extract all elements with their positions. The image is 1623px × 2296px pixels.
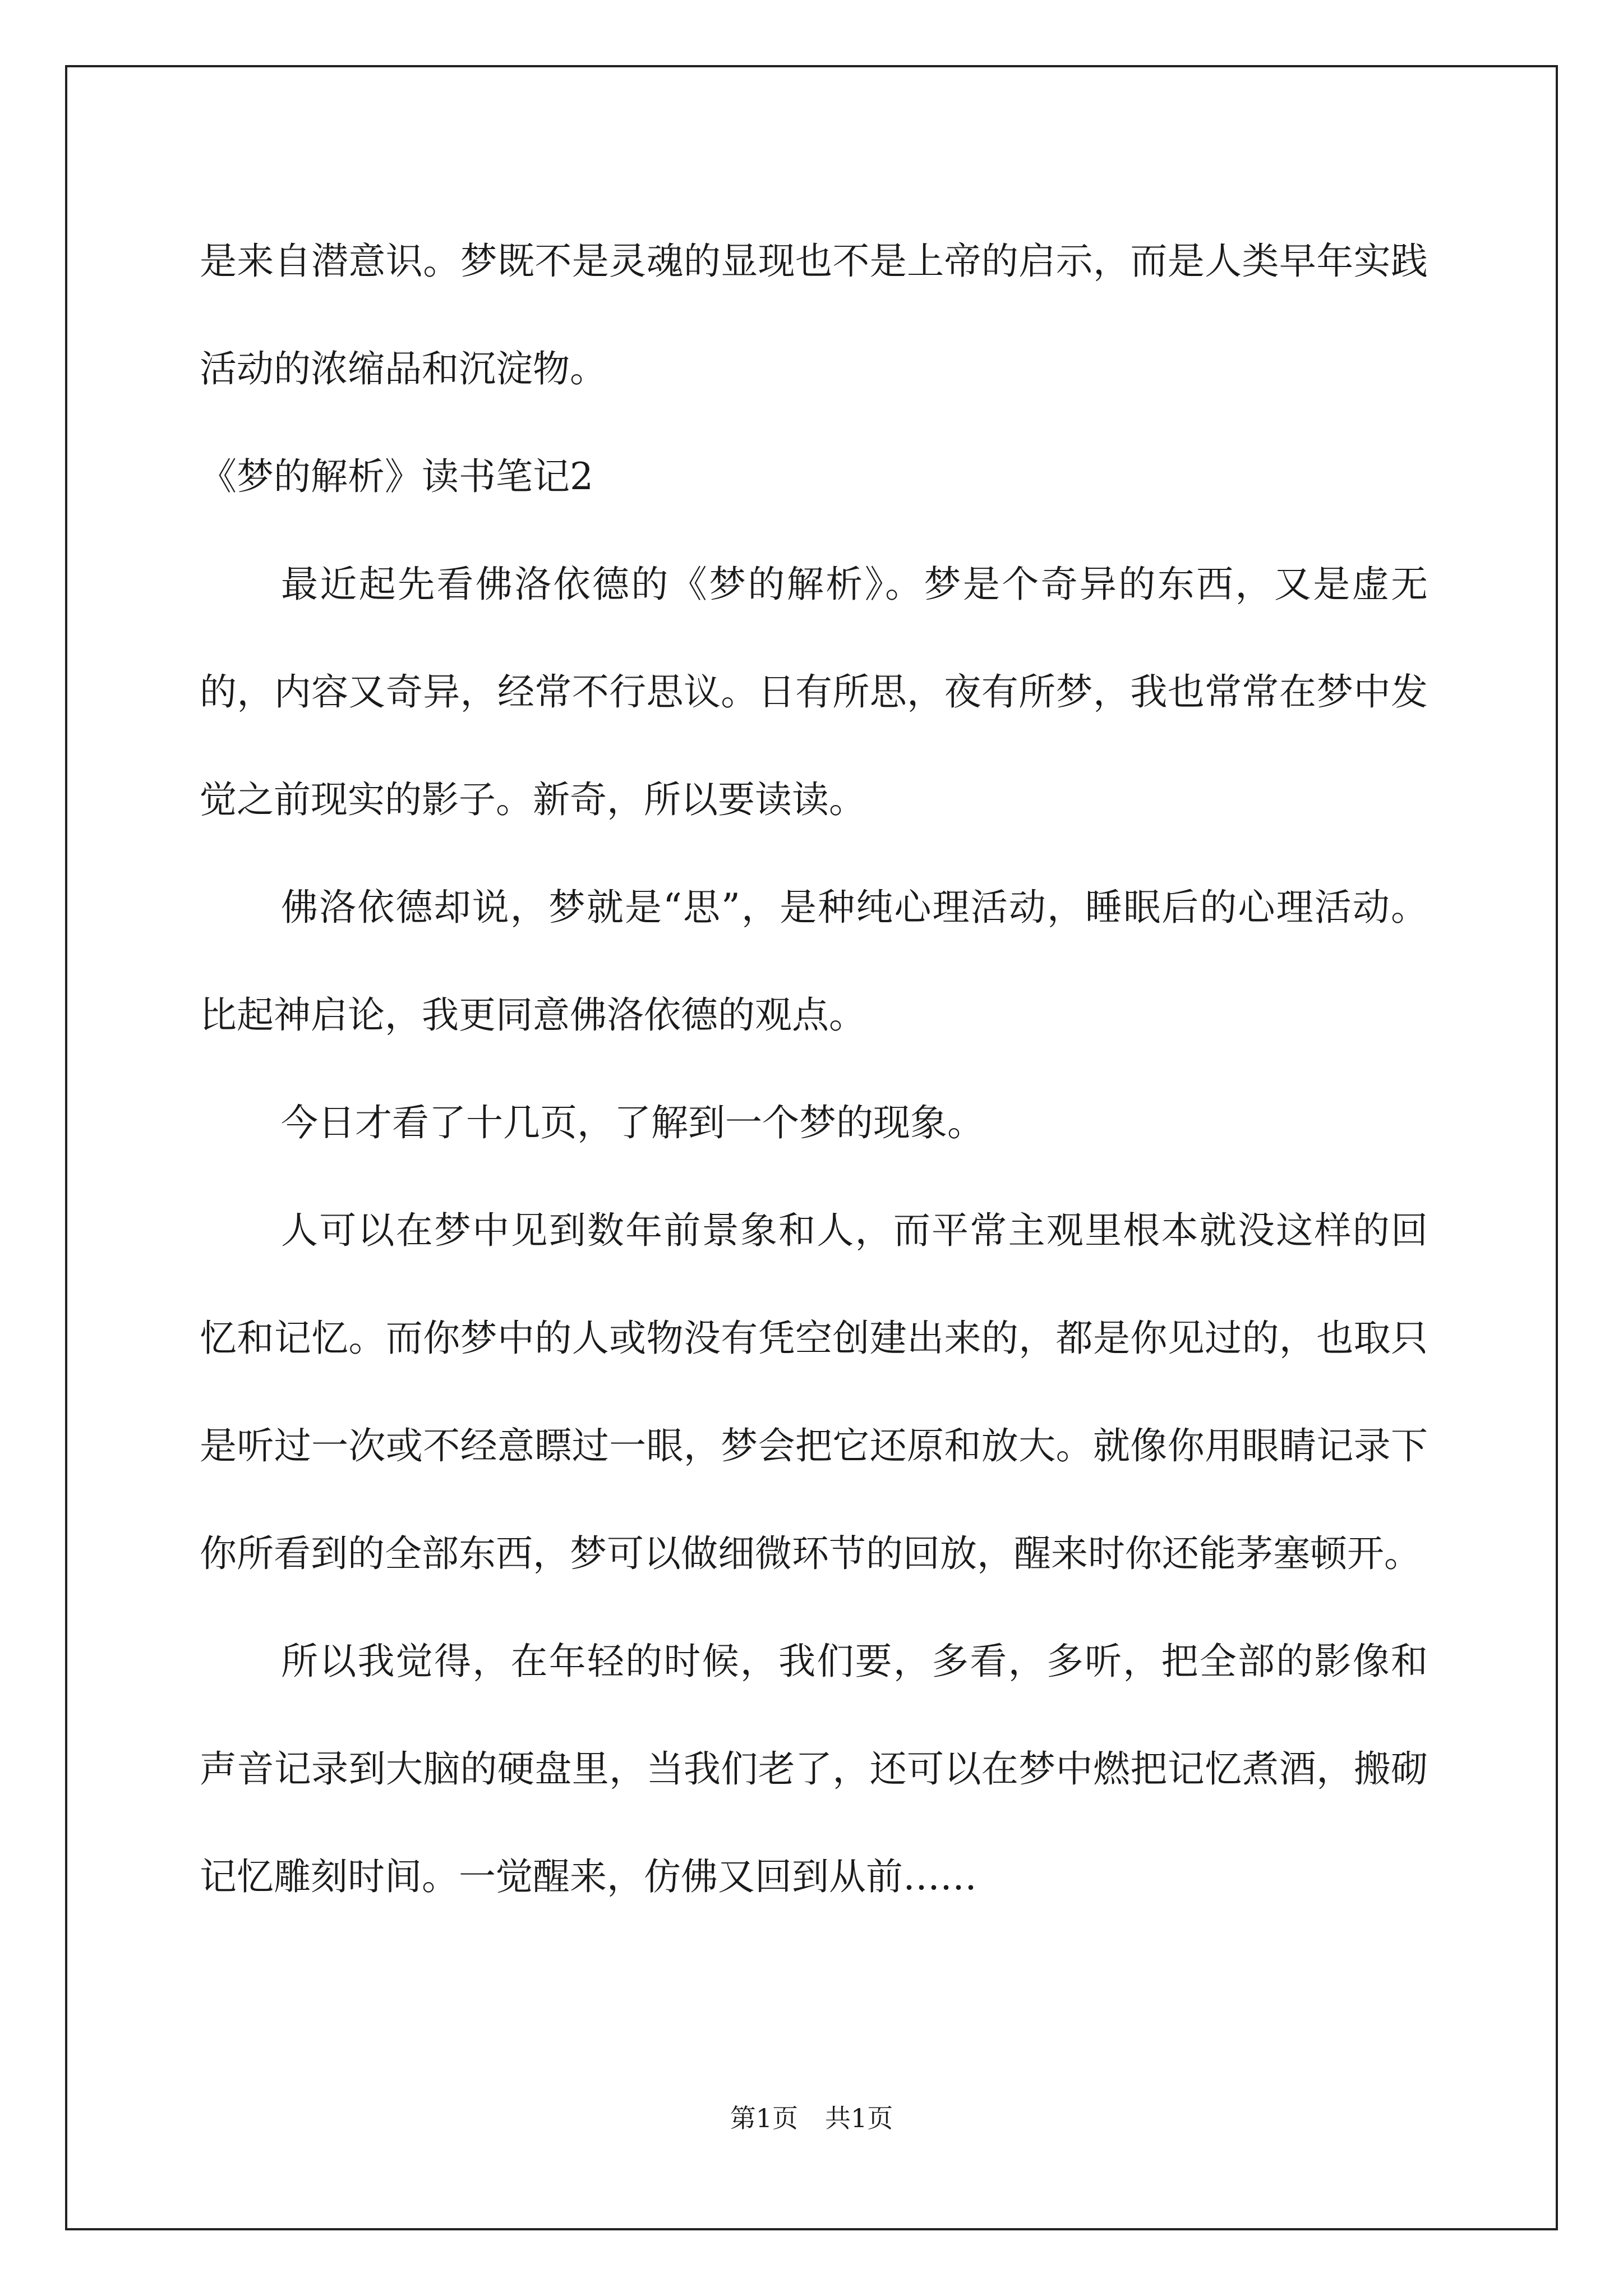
page-total: 共1页 (825, 2103, 893, 2133)
document-body (200, 208, 1428, 1931)
section-heading: 《梦的解析》读书笔记2 (200, 455, 593, 498)
paragraph-2: 佛洛依德却说，梦就是“思”，是种纯心理活动，睡眠后的心理活动。比起神启论，我更同意佛洛依德的观点。 (200, 886, 1428, 1037)
paragraph-3: 今日才看了十几页，了解到一个梦的现象。 (281, 1101, 984, 1144)
paragraph-1: 最近起先看佛洛依德的《梦的解析》。梦是个奇异的东西，又是虚无的，内容又奇异，经常不行思议。日有所思，夜有所梦，我也常常在梦中发觉之前现实的影子。新奇，所以要读读。 (200, 563, 1428, 821)
continuation-paragraph: 是来自潜意识。梦既不是灵魂的显现也不是上帝的启示，而是人类早年实践活动的浓缩品和沉淀物。 (200, 240, 1428, 390)
paragraph-5: 所以我觉得，在年轻的时候，我们要，多看，多听，把全部的影像和声音记录到大脑的硬盘里，当我们老了，还可以在梦中燃把记忆煮酒，搬砌记忆雕刻时间。一觉醒来，仿佛又回到从前…… (200, 1640, 1428, 1898)
page-footer (0, 2098, 1623, 2135)
paragraph-4: 人可以在梦中见到数年前景象和人，而平常主观里根本就没这样的回忆和记忆。而你梦中的人或物没有凭空创建出来的，都是你见过的，也取只是听过一次或不经意瞟过一眼，梦会把它还原和放大。就像你用眼睛记录下你所看到的全部东西，梦可以做细微环节的回放，醒来时你还能茅塞顿开。 (200, 1209, 1428, 1575)
page-number: 第1页 (730, 2103, 798, 2133)
